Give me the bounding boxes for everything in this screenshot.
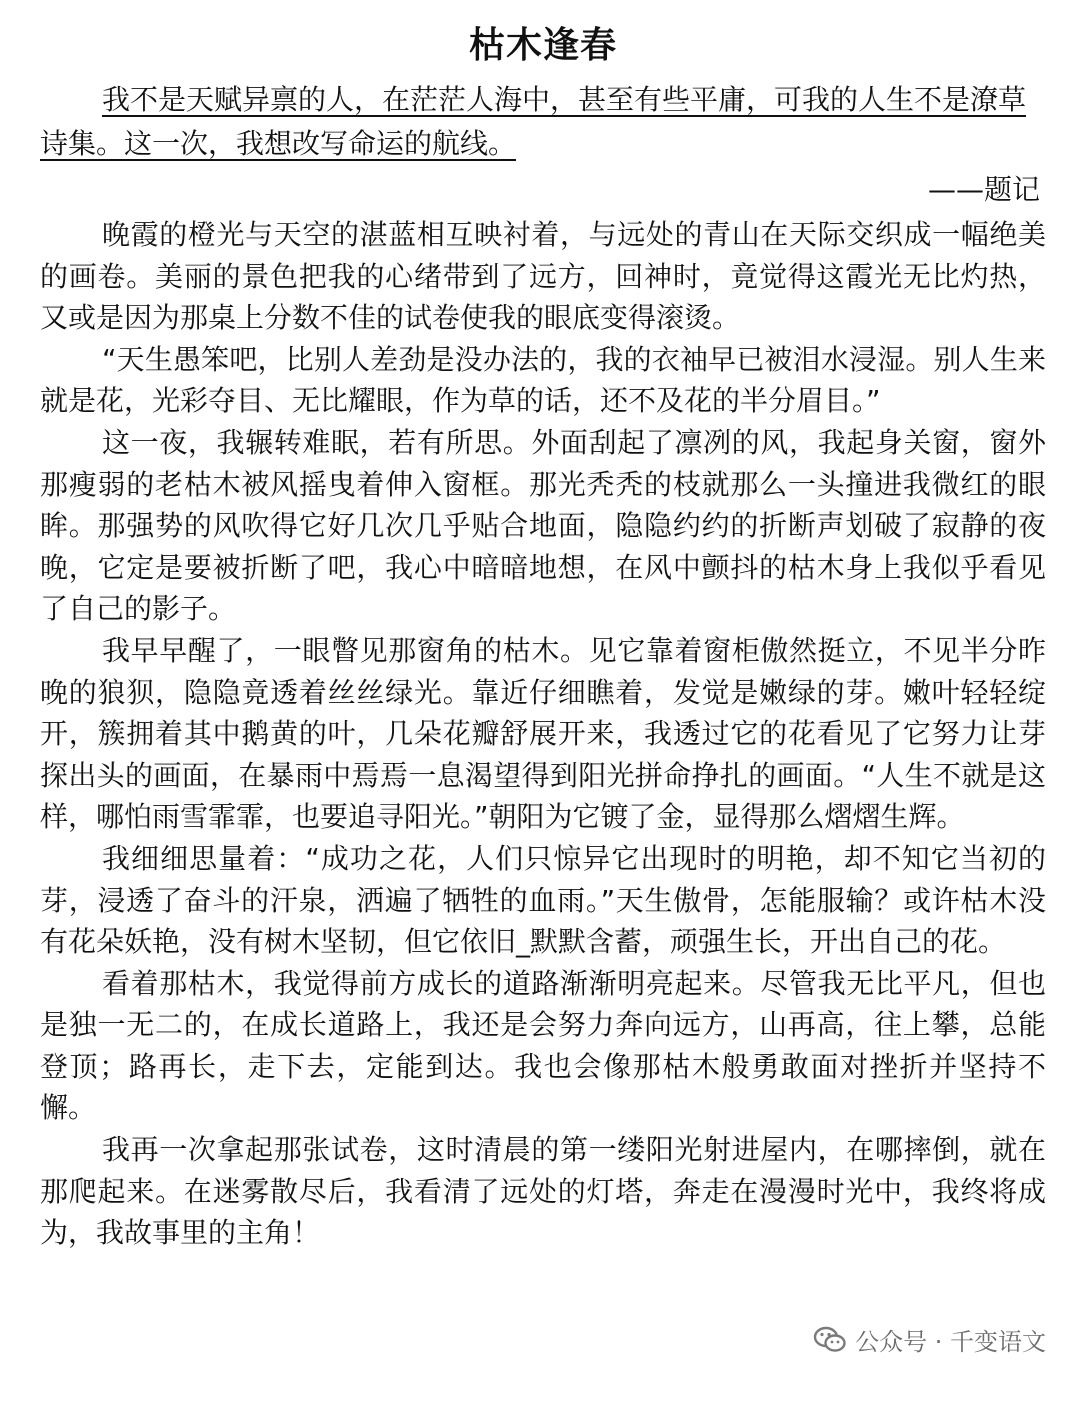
watermark (813, 1322, 1046, 1357)
essay-paragraph-2: “天生愚笨吧，比别人差劲是没办法的，我的衣袖早已被泪水浸湿。别人生来就是花，光彩夺目、无比耀眼，作为草的话，还不及花的半分眉目。” (40, 342, 1046, 418)
epigraph-signature: ——题记 (927, 173, 1040, 206)
epigraph (40, 78, 1046, 166)
essay-paragraph-7: 我再一次拿起那张试卷，这时清晨的第一缕阳光射进屋内，在哪摔倒，就在那爬起来。在迷雾散尽后，我看清了远处的灯塔，奔走在漫漫时光中，我终将成为，我故事里的主角！ (40, 1133, 1046, 1250)
watermark-text: 公众号 · 千变语文 (855, 1328, 1046, 1356)
wechat-official-account-icon (813, 1325, 847, 1355)
essay-paragraph-5: 我细细思量着：“成功之花，人们只惊异它出现时的明艳，却不知它当初的芽，浸透了奋斗的汗泉，洒遍了牺牲的血雨。”天生傲骨，怎能服输？或许枯木没有花朵妖艳，没有树木坚韧，但它依旧_默默含蓄，顽强生长，开出自己的花。 (40, 841, 1046, 959)
epigraph-text: 我不是天赋异禀的人，在茫茫人海中，甚至有些平庸，可我的人生不是潦草诗集。这一次，我想改写命运的航线。 (40, 83, 1027, 160)
essay-paragraph-4: 我早早醒了，一眼瞥见那窗角的枯木。见它靠着窗柜傲然挺立，不见半分昨晚的狼狈，隐隐竟透着丝丝绿光。靠近仔细瞧着，发觉是嫩绿的芽。嫩叶轻轻绽开，簇拥着其中鹅黄的叶，几朵花瓣舒展开来，我透过它的花看见了它努力让芽探出头的画面，在暴雨中焉焉一息渴望得到阳光拼命挣扎的画面。“人生不就是这样，哪怕雨雪霏霏，也要追寻阳光。”朝阳为它镀了金，显得那么熠熠生辉。 (40, 633, 1046, 834)
essay-paragraph-6: 看着那枯木，我觉得前方成长的道路渐渐明亮起来。尽管我无比平凡，但也是独一无二的，在成长道路上，我还是会努力奔向远方，山再高，往上攀，总能登顶；路再长，走下去，定能到达。我也会像那枯木般勇敢面对挫折并坚持不懈。 (40, 966, 1046, 1125)
essay-paragraph-1: 晚霞的橙光与天空的湛蓝相互映衬着，与远处的青山在天际交织成一幅绝美的画卷。美丽的景色把我的心绪带到了远方，回神时，竟觉得这霞光无比灼热，又或是因为那桌上分数不佳的试卷使我的眼底变得滚烫。 (40, 218, 1046, 335)
essay-title: 枯木逢春 (468, 25, 617, 66)
essay-paragraph-3: 这一夜，我辗转难眠，若有所思。外面刮起了凛冽的风，我起身关窗，窗外那瘦弱的老枯木被风摇曳着伸入窗框。那光秃秃的枝就那么一头撞进我微红的眼眸。那强势的风吹得它好几次几乎贴合地面，隐隐约约的折断声划破了寂静的夜晚，它定是要被折断了吧，我心中暗暗地想，在风中颤抖的枯木身上我似乎看见了自己的影子。 (40, 425, 1046, 626)
